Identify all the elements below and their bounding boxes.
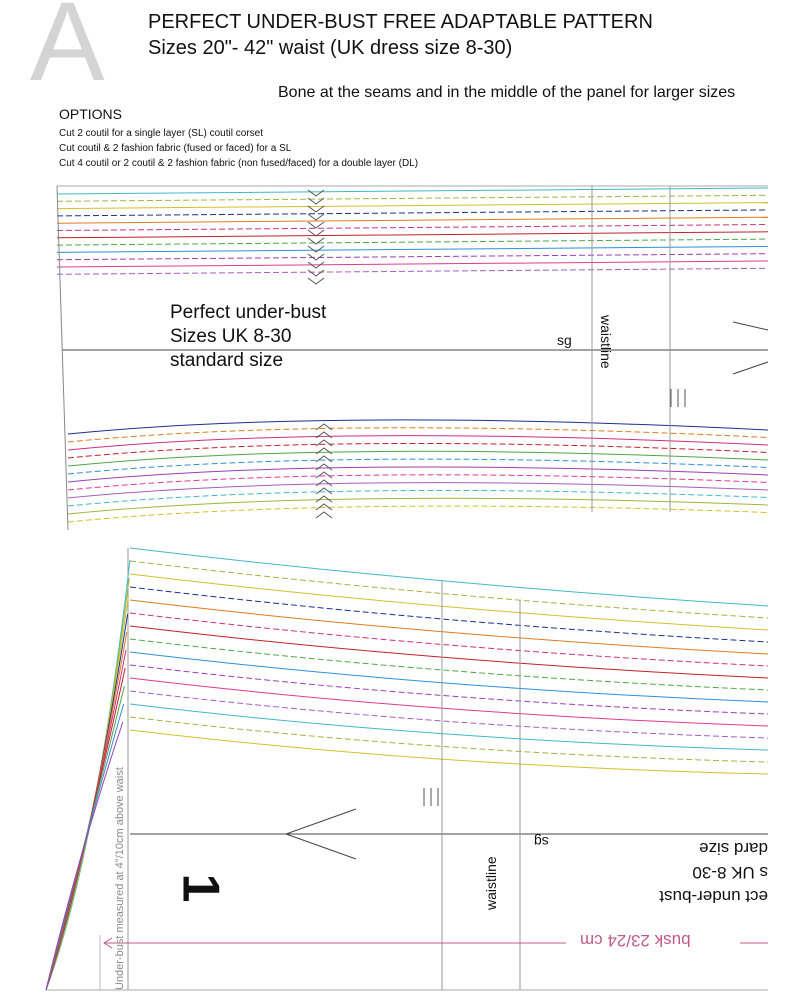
size-line: [57, 210, 768, 216]
chevron-icon: [316, 432, 332, 438]
chevron-icon: [316, 424, 332, 430]
under-bust-note: Under-bust measured at 4"/10cm above waist: [114, 767, 126, 990]
size-line: [57, 203, 768, 209]
chevron-icon: [316, 472, 332, 478]
size-line: [68, 506, 768, 522]
chevron-icon: [316, 440, 332, 446]
size-line: [68, 420, 768, 434]
waistline-label: waistline: [483, 856, 499, 910]
straight-grain-label: sg: [557, 332, 572, 348]
panel-label-line: s UK 8-30: [692, 863, 768, 882]
chevron-icon: [308, 246, 324, 252]
chevron-icon: [308, 214, 324, 220]
panel-label-line: dard size: [699, 839, 768, 858]
chevron-marks-bottom: [316, 424, 332, 518]
size-line: [68, 428, 768, 442]
size-line: [130, 704, 768, 750]
sheet-letter: A: [30, 0, 105, 104]
chevron-icon: [316, 488, 332, 494]
size-line: [130, 665, 768, 714]
chevron-marks-top: [308, 190, 324, 284]
pattern-subtitle: Sizes 20"- 42" waist (UK dress size 8-30): [148, 37, 513, 59]
pattern-title: PERFECT UNDER-BUST FREE ADAPTABLE PATTERN: [148, 11, 653, 33]
size-line: [57, 225, 768, 231]
busk-label: busk 23/24 cm: [580, 931, 691, 950]
bone-note: Bone at the seams and in the middle of the panel for larger sizes: [278, 84, 736, 101]
size-lines-top: [57, 188, 768, 274]
option-line: Cut 4 coutil or 2 coutil & 2 fashion fabric (non fused/faced) for a double layer (DL): [59, 158, 419, 169]
panel-label-line: Sizes UK 8-30: [170, 326, 292, 347]
notch-marks: [671, 389, 685, 407]
chevron-icon: [316, 480, 332, 486]
size-line: [57, 261, 768, 267]
size-line: [130, 548, 768, 606]
chevron-icon: [316, 456, 332, 462]
chevron-icon: [308, 222, 324, 228]
size-line: [130, 717, 768, 762]
chevron-icon: [308, 278, 324, 284]
size-line: [130, 639, 768, 690]
size-line: [130, 561, 768, 618]
size-line: [130, 652, 768, 702]
pattern-piece-top: [57, 186, 768, 530]
option-line: Cut coutil & 2 fashion fabric (fused or faced) for a SL: [59, 143, 292, 154]
size-line: [130, 587, 768, 642]
chevron-icon: [316, 496, 332, 502]
chevron-icon: [316, 464, 332, 470]
notch-marks: [424, 788, 438, 806]
size-line: [57, 217, 768, 223]
waistline-label: waistline: [598, 315, 614, 369]
size-line: [68, 483, 768, 498]
panel-label-line: Perfect under-bust: [170, 302, 327, 323]
arrow-icon: [733, 322, 768, 374]
size-line: [57, 195, 768, 201]
chevron-icon: [316, 448, 332, 454]
panel-label-line: ect under-bust: [659, 887, 768, 906]
options-heading: OPTIONS: [59, 106, 123, 122]
size-lines-bottom-edge: [68, 420, 768, 522]
size-line: [57, 232, 768, 238]
panel-label-line: standard size: [170, 350, 284, 371]
size-line: [130, 574, 768, 630]
size-line: [130, 600, 768, 654]
size-line: [57, 239, 768, 245]
chevron-icon: [308, 270, 324, 276]
chevron-icon: [308, 190, 324, 196]
size-line: [57, 268, 768, 274]
chevron-icon: [316, 512, 332, 518]
option-line: Cut 2 coutil for a single layer (SL) coutil corset: [59, 128, 263, 139]
size-line: [68, 498, 768, 514]
size-line: [57, 188, 768, 194]
size-line: [68, 467, 768, 482]
pattern-piece-bottom: [46, 548, 768, 990]
panel-number: 1: [171, 873, 230, 903]
size-line: [57, 254, 768, 260]
size-lines-lower: [130, 548, 768, 774]
size-line: [130, 730, 768, 774]
straight-grain-label: sg: [534, 834, 549, 850]
size-line: [57, 246, 768, 252]
